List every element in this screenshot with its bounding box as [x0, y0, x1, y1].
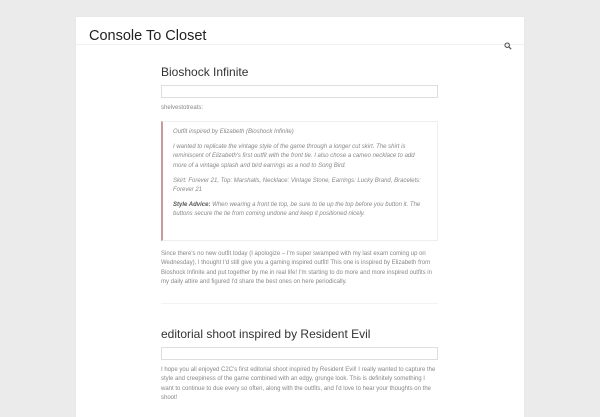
- advice-label: Style Advice:: [173, 202, 211, 209]
- media-embed: [161, 85, 438, 98]
- page-container: [76, 17, 524, 417]
- post-title[interactable]: editorial shoot inspired by Resident Evil: [161, 327, 371, 341]
- quote-advice: [173, 201, 429, 219]
- quote-paragraph: I wanted to replicate the vintage style of the game through a longer cut skirt. The shirt is reminiscent of Elizabeth's first outfit with the front tie. I also chose a cameo necklace to add more of a vintage splash and bird earrings as a nod to Song Bird.: [173, 144, 415, 169]
- search-button[interactable]: [504, 37, 514, 47]
- advice-text: When wearing a front tie top, be sure to tie up the top before you button it. The buttons secure the tie from coming undone and keep it positioned nicely.: [173, 202, 421, 218]
- search-icon: [504, 42, 512, 50]
- post-divider: [161, 303, 438, 304]
- site-title[interactable]: Console To Closet: [89, 28, 207, 44]
- post-body: I hope you all enjoyed C2C's first editorial shoot inspired by Resident Evil! I really wanted to capture the style and creepiness of the game combined with an edgy, grunge look. This is definitely something I want to continue to due every so often, along with the outfits, and I'd love to hear your thoughts on the shoot!: [161, 367, 436, 402]
- media-embed: [161, 347, 438, 360]
- post-body: Since there's no new outfit today (I apologize – I'm super swamped with my last exam coming up on Wednesday), I thought I'd still give you a gaming inspired outfit! This one is inspired by Elizabeth from Bioshock Infinite and put together by me in real life! I'm starting to do more and more inspired outfits in my daily attire and figured I'd share the best ones on here periodically.: [161, 251, 432, 286]
- reblog-attribution[interactable]: shelvestotreats:: [161, 105, 204, 111]
- post-title[interactable]: Bioshock Infinite: [161, 65, 249, 79]
- site-header: [76, 17, 524, 45]
- quote-caption: Outfit inspired by Elizabeth (Bioshock Infinite): [173, 129, 294, 135]
- quote-items: Skirt: Forever 21, Top: Marshalls, Necklace: Vintage Stone, Earrings: Lucky Brand, Bracelets: Forever 21: [173, 177, 421, 194]
- post-blockquote: [161, 121, 438, 241]
